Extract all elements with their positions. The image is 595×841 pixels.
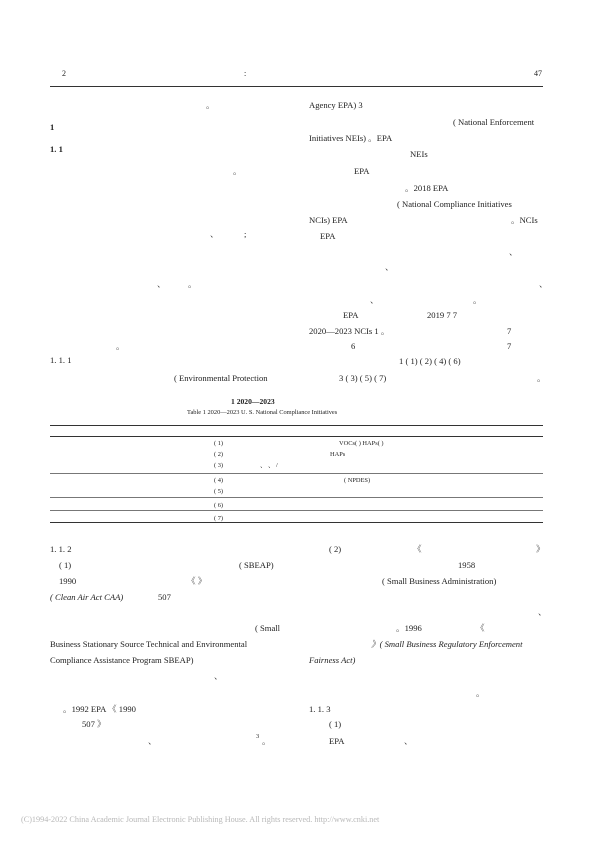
lower-left-text-line-3: 1990 — [59, 576, 77, 586]
lower-left-text-line-8: Business Stationary Source Technical and Environmental — [50, 639, 248, 649]
lower-right-text-line-10: 。 — [476, 688, 485, 698]
left-text-line-6: 、 — [157, 279, 166, 289]
header-rule — [50, 86, 543, 87]
table-group-rule-1 — [50, 473, 543, 474]
table-caption-cn: 1 2020—2023 — [231, 397, 275, 406]
right-text-line-12: 、 — [539, 279, 548, 289]
lower-right-text-line-1: 《 — [413, 544, 422, 554]
table-cell-2: ( 2) — [214, 451, 224, 458]
lower-right-text-line-2: 》 — [536, 544, 545, 554]
running-header-center-mark: : — [244, 69, 247, 78]
table-cell-7: ( NPDES) — [344, 477, 371, 484]
right-text-line-22: 3 ( 3) ( 5) ( 7) — [339, 373, 387, 383]
lower-left-text-line-10: 、 — [214, 671, 223, 681]
lower-right-text-line-3: 1958 — [458, 560, 476, 570]
table-cell-4: ( 3) — [214, 462, 224, 469]
running-header-right-page-number: 47 — [534, 69, 542, 78]
lower-left-text-line-13: 、 — [148, 736, 157, 746]
lower-right-text-line-9: Fairness Act) — [309, 655, 356, 665]
lower-right-text-line-12: ( 1) — [329, 719, 342, 729]
lower-right-text-line-13: EPA — [329, 736, 345, 746]
right-text-line-21: 1 ( 1) ( 2) ( 4) ( 6) — [399, 356, 461, 366]
left-text-line-8: 。 — [116, 341, 125, 351]
lower-left-text-line-7: ( Small — [255, 623, 281, 633]
right-text-line-15: EPA — [343, 310, 359, 320]
lower-left-text-line-0: 1. 1. 2 — [50, 544, 72, 554]
table-caption-en: Table 1 2020—2023 U. S. National Compliance Initiatives — [187, 409, 338, 416]
table-group-rule-2 — [50, 497, 543, 498]
right-text-line-16: 2019 7 7 — [427, 310, 458, 320]
right-text-line-2: Initiatives NEIs) 。EPA — [309, 133, 393, 143]
table-cell-10: ( 7) — [214, 515, 224, 522]
lower-right-text-line-6: 。1996 — [396, 623, 422, 633]
lower-left-text-line-14: 3 — [256, 733, 260, 740]
lower-left-text-line-4: 《 》 — [187, 576, 207, 586]
right-text-line-3: NEIs — [410, 149, 428, 159]
lower-right-text-line-5: 、 — [538, 607, 547, 617]
right-text-line-9: EPA — [320, 231, 336, 241]
right-text-line-10: 、 — [509, 247, 518, 257]
table-header-rule — [50, 436, 543, 437]
right-text-line-5: 。2018 EPA — [405, 183, 449, 193]
lower-left-text-line-6: 507 — [158, 592, 171, 602]
right-text-line-13: 、 — [370, 295, 379, 305]
table-cell-8: ( 5) — [214, 488, 224, 495]
table-group-rule-3 — [50, 510, 543, 511]
table-top-rule — [50, 425, 543, 426]
right-text-line-18: 7 — [507, 326, 512, 336]
table-cell-1: VOCs( ) HAPs( ) — [339, 440, 384, 447]
lower-right-text-line-7: 《 — [476, 623, 485, 633]
right-text-line-14: 。 — [473, 295, 482, 305]
right-text-line-0: Agency EPA) 3 — [309, 100, 363, 110]
table-cell-3: HAPs — [330, 451, 346, 458]
right-text-line-19: 6 — [351, 341, 356, 351]
lower-left-text-line-15: 。 — [262, 736, 271, 746]
lower-left-text-line-5: ( Clean Air Act CAA) — [50, 592, 124, 602]
left-text-line-9: 1. 1. 1 — [50, 355, 72, 365]
lower-right-text-line-11: 1. 1. 3 — [309, 704, 331, 714]
cnki-copyright-footer: (C)1994-2022 China Academic Journal Electronic Publishing House. All rights reserved. http://www.cnki.net — [21, 815, 380, 824]
right-text-line-11: 、 — [385, 262, 394, 272]
left-text-line-4: 、 — [210, 229, 219, 239]
left-text-line-7: 。 — [188, 279, 197, 289]
right-text-line-17: 2020—2023 NCIs 1 。 — [309, 326, 390, 336]
right-text-line-6: ( National Compliance Initiatives — [397, 199, 512, 209]
table-bottom-rule — [50, 522, 543, 523]
left-text-line-2: 1. 1 — [50, 144, 63, 154]
lower-left-text-line-2: ( SBEAP) — [239, 560, 274, 570]
table-cell-5: 、 、 / — [260, 462, 278, 469]
lower-right-text-line-14: 、 — [404, 736, 413, 746]
left-text-line-0: 。 — [206, 100, 215, 110]
left-text-line-5: ; — [244, 229, 247, 239]
lower-left-text-line-12: 507 》 — [82, 719, 106, 729]
right-text-line-23: 。 — [537, 373, 546, 383]
right-text-line-8: 。NCIs — [511, 215, 538, 225]
right-text-line-4: EPA — [354, 166, 370, 176]
table-cell-9: ( 6) — [214, 502, 224, 509]
lower-left-text-line-1: ( 1) — [59, 560, 72, 570]
lower-right-text-line-0: ( 2) — [329, 544, 342, 554]
lower-left-text-line-9: Compliance Assistance Program SBEAP) — [50, 655, 194, 665]
left-text-line-10: ( Environmental Protection — [174, 373, 268, 383]
right-text-line-1: ( National Enforcement — [453, 117, 535, 127]
running-header-left-page-number: 2 — [62, 69, 66, 78]
lower-right-text-line-8: 》( Small Business Regulatory Enforcement — [371, 639, 523, 649]
lower-left-text-line-11: 。1992 EPA 《 1990 — [63, 704, 136, 714]
left-text-line-3: 。 — [233, 166, 242, 176]
lower-right-text-line-4: ( Small Business Administration) — [382, 576, 497, 586]
right-text-line-20: 7 — [507, 341, 512, 351]
left-text-line-1: 1 — [50, 122, 55, 132]
table-cell-0: ( 1) — [214, 440, 224, 447]
table-cell-6: ( 4) — [214, 477, 224, 484]
right-text-line-7: NCIs) EPA — [309, 215, 348, 225]
